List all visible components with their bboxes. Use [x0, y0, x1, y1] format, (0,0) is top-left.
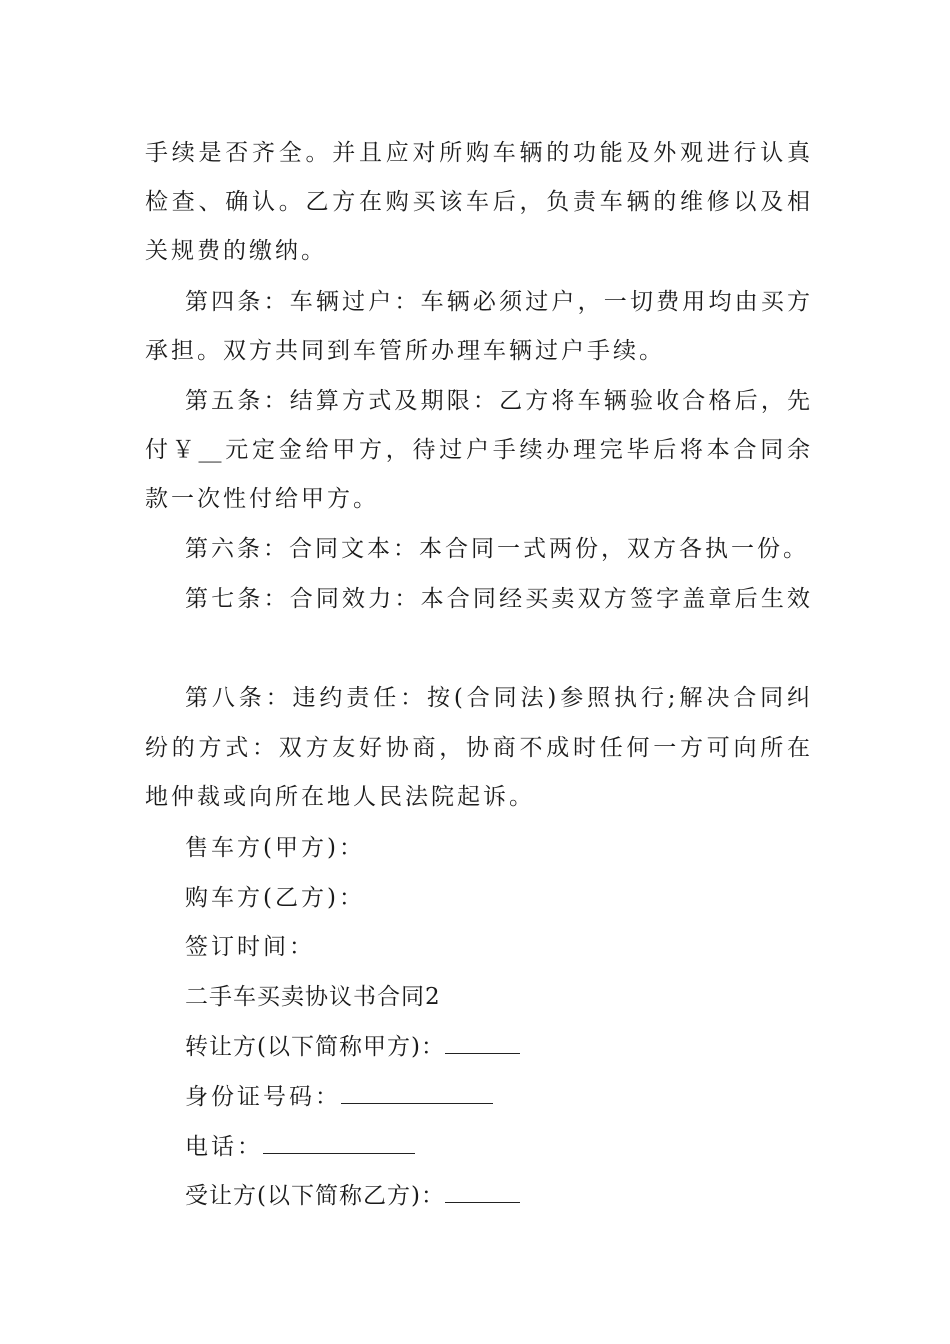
id-number-row	[185, 1081, 493, 1112]
article-5-line: 第五条：结算方式及期限：乙方将车辆验收合格后，先	[185, 388, 810, 414]
seller-label: 售车方(甲方)：	[185, 835, 365, 861]
transferor-label: 转让方(以下简称甲方)：	[185, 1034, 445, 1060]
section-title: 二手车买卖协议书合同2	[185, 984, 441, 1010]
article-8-line: 第八条：违约责任：按(合同法)参照执行;解决合同纠	[185, 685, 810, 711]
phone-row	[185, 1131, 415, 1162]
article-5-line: 付￥__元定金给甲方，待过户手续办理完毕后将本合同余	[145, 437, 810, 463]
transferee-row	[185, 1180, 520, 1211]
article-4-line: 第四条：车辆过户：车辆必须过户，一切费用均由买方	[185, 289, 810, 315]
article-4-line: 承担。双方共同到车管所办理车辆过户手续。	[145, 338, 665, 364]
article-7-line: 第七条：合同效力：本合同经买卖双方签字盖章后生效	[185, 586, 810, 612]
paragraph-line: 关规费的缴纳。	[145, 238, 327, 264]
transferor-blank	[445, 1031, 520, 1054]
article-8-line: 纷的方式：双方友好协商，协商不成时任何一方可向所在	[145, 735, 810, 761]
phone-label: 电话：	[185, 1134, 263, 1160]
article-8-line: 地仲裁或向所在地人民法院起诉。	[145, 784, 535, 810]
transferee-label: 受让方(以下简称乙方)：	[185, 1183, 445, 1209]
sign-date-label: 签订时间：	[185, 934, 315, 960]
phone-blank	[263, 1131, 415, 1154]
paragraph-line: 手续是否齐全。并且应对所购车辆的功能及外观进行认真	[145, 140, 810, 166]
transferee-blank	[445, 1180, 520, 1203]
buyer-label: 购车方(乙方)：	[185, 885, 365, 911]
transferor-row	[185, 1031, 520, 1062]
paragraph-line: 检查、确认。乙方在购买该车后，负责车辆的维修以及相	[145, 189, 810, 215]
article-6-line: 第六条：合同文本：本合同一式两份，双方各执一份。	[185, 536, 809, 562]
id-number-label: 身份证号码：	[185, 1084, 341, 1110]
id-number-blank	[341, 1081, 493, 1104]
article-5-line: 款一次性付给甲方。	[145, 486, 379, 512]
